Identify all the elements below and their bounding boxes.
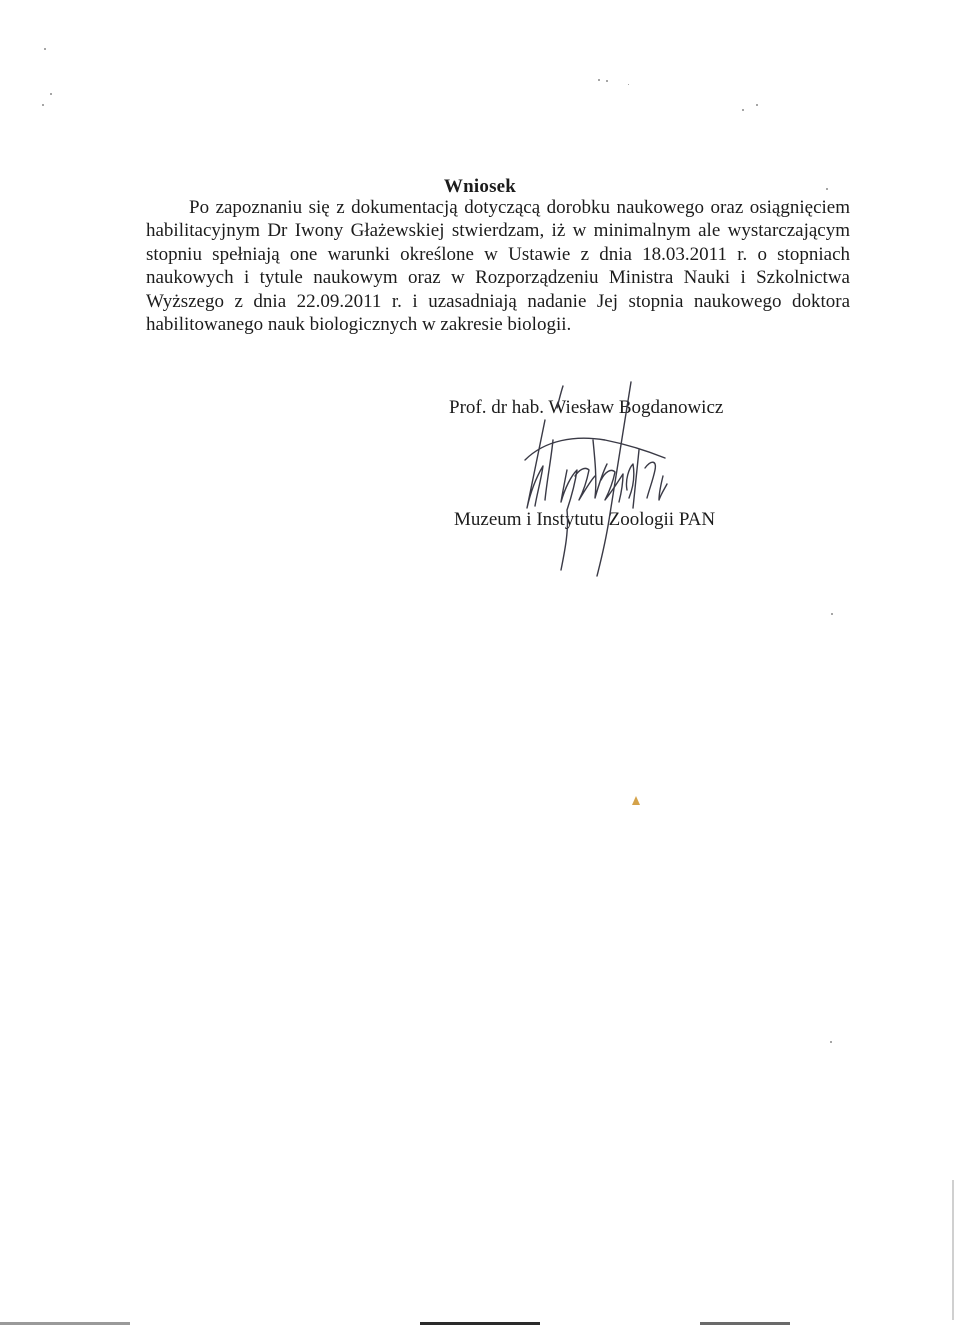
paragraph-line: habilitacyjnym Dr Iwony Głażewskiej stwierdzam, iż w minimalnym ale wystarczającym (146, 220, 850, 242)
paragraph-line: stopniu spełniają one warunki określone w Ustawie z dnia 18.03.2011 r. o stopniach (146, 243, 850, 265)
scan-speck (742, 109, 744, 111)
scan-edge (952, 1180, 954, 1320)
paragraph-line: naukowych i tytule naukowym oraz w Rozporządzeniu Ministra Nauki i Szkolnictwa (146, 267, 850, 289)
scan-speck (831, 613, 833, 615)
paragraph-line: Wyższego z dnia 22.09.2011 r. i uzasadniają nadanie Jej stopnia naukowego doktora (146, 290, 850, 312)
scan-speck (598, 79, 600, 81)
body-paragraph (146, 196, 850, 336)
paragraph-line: habilitowanego nauk biologicznych w zakresie biologii. (146, 314, 572, 336)
scan-speck (44, 48, 46, 50)
paragraph-line: Po zapoznaniu się z dokumentacją dotyczącą dorobku naukowego oraz osiągnięciem (189, 197, 850, 218)
scan-speck (830, 1041, 832, 1043)
scan-speck (632, 796, 640, 805)
signatory-name: Prof. dr hab. Wiesław Bogdanowicz (449, 397, 724, 418)
signatory-institution: Muzeum i Instytutu Zoologii PAN (454, 509, 716, 530)
scan-edge (0, 1319, 960, 1325)
scan-speck (50, 93, 52, 95)
scan-speck (606, 80, 608, 82)
handwritten-signature (505, 380, 695, 580)
scan-speck (756, 104, 758, 106)
scan-speck (42, 104, 44, 106)
scan-speck (628, 84, 629, 85)
document-title: Wniosek (443, 176, 517, 197)
